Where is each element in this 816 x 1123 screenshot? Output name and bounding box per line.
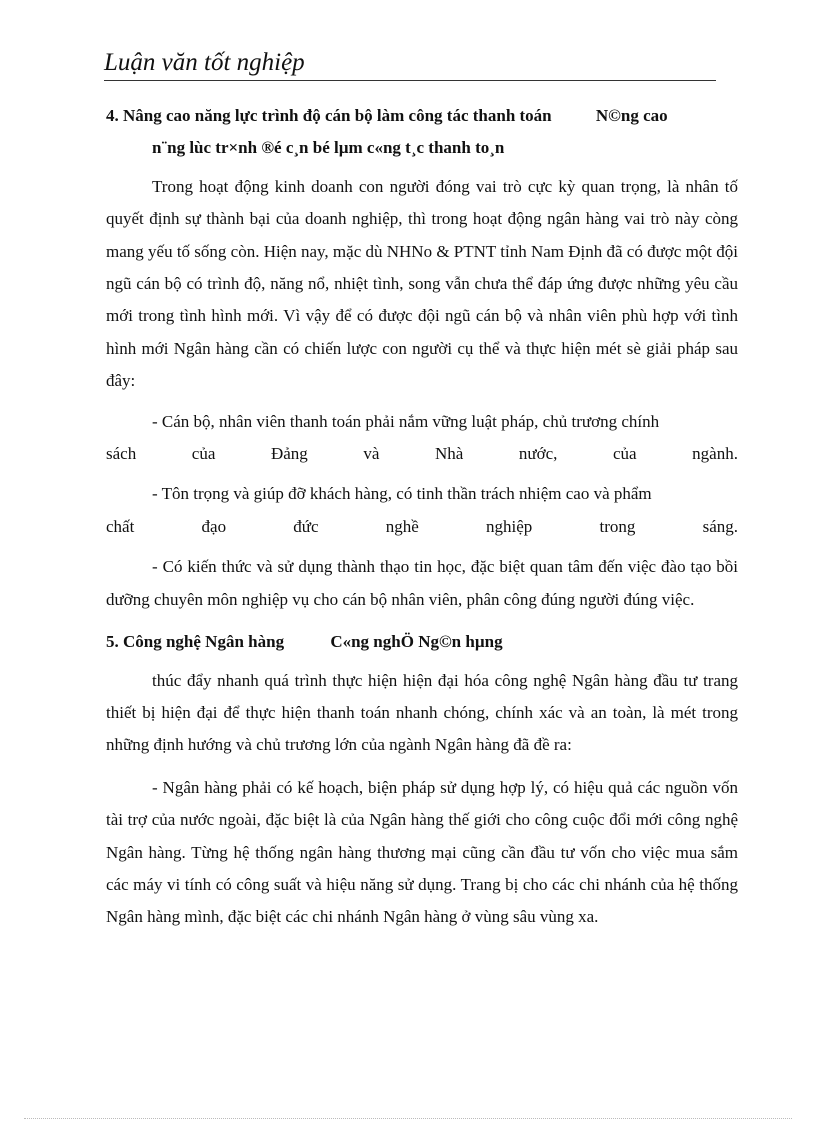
- word: đạo: [201, 516, 227, 536]
- word: Đảng: [270, 444, 308, 464]
- document-body: [106, 100, 738, 934]
- word: trong: [599, 516, 636, 536]
- word: của: [191, 444, 216, 464]
- section-4-heading: [106, 100, 738, 132]
- word: sách: [106, 444, 137, 464]
- section-4-heading-text: 4. Nâng cao năng lực trình độ cán bộ làm công tác thanh toán: [106, 106, 552, 125]
- section-5-bullet-1: - Ngân hàng phải có kế hoạch, biện pháp sử dụng hợp lý, có hiệu quả các nguồn vốn tài trợ của nước ngoài, đặc biệt là của Ngân hàng thế giới cho công cuộc đổi mới công nghệ Ngân hàng. Từng hệ thống ngân hàng thương mại cũng cần đầu tư vốn cho việc mua sắm các máy vi tính có công suất và hiệu năng sử dụng. Trang bị cho các chi nhánh của hệ thống Ngân hàng mình, đặc biệt các chi nhánh Ngân hàng ở vùng sâu vùng xa.: [106, 777, 738, 927]
- section-5-heading-text: 5. Công nghệ Ngân hàng: [106, 632, 285, 652]
- section-5-paragraph: thúc đẩy nhanh quá trình thực hiện hiện đại hóa công nghệ Ngân hàng đầu tư trang thiết bị hiện đại để thực hiện thanh toán nhanh chóng, chính xác và an toàn, là mét trong những định hướng và chủ trương lớn của ngành Ngân hàng đã đề ra:: [106, 670, 738, 755]
- word: ngành.: [692, 444, 738, 464]
- word: nghiệp: [486, 516, 533, 536]
- section-4-bullet-2-line-1: - Tôn trọng và giúp đỡ khách hàng, có tinh thần trách nhiệm cao và phẩm: [152, 484, 652, 504]
- word: nghề: [385, 516, 419, 536]
- word: nước,: [518, 444, 558, 464]
- page-header-title: Luận văn tốt nghiệp: [104, 48, 716, 81]
- word: chất: [106, 516, 135, 536]
- section-4-bullet-2-line-2: [106, 511, 738, 543]
- section-4-paragraph: Trong hoạt động kinh doanh con người đóng vai trò cực kỳ quan trọng, là nhân tố quyết định sự thành bại của doanh nghiệp, thì trong hoạt động ngân hàng vai trò này còng mang yếu tố sống còn. Hiện nay, mặc dù NHNo & PTNT tỉnh Nam Định đã có được một đội ngũ cán bộ có trình độ, năng nổ, nhiệt tình, song vẫn chưa thể đáp ứng được những yêu cầu mới trong tình hình mới. Vì vậy để có được đội ngũ cán bộ và nhân viên phù hợp với tình hình mới Ngân hàng cần có chiến lược con người cụ thể và thực hiện mét sè giải pháp sau đây:: [106, 176, 738, 391]
- section-4-bullet-1-line-2: [106, 438, 738, 470]
- section-5-heading: [106, 626, 738, 658]
- word: đức: [293, 516, 319, 536]
- section-4-bullet-3: - Có kiến thức và sử dụng thành thạo tin học, đặc biệt quan tâm đến việc đào tạo bồi dưỡng chuyên môn nghiệp vụ cho cán bộ nhân viên, phân công đúng người đúng việc.: [106, 557, 738, 609]
- word: và: [363, 444, 380, 464]
- word: sáng.: [702, 516, 738, 536]
- section-5-heading-garbled: C«ng nghÖ Ng©n hµng: [330, 632, 503, 652]
- page-bottom-divider: [24, 1118, 792, 1119]
- section-4-heading-garbled: N©ng cao: [595, 106, 668, 125]
- word: của: [612, 444, 637, 464]
- section-4-bullet-1-line-1: - Cán bộ, nhân viên thanh toán phải nắm vững luật pháp, chủ trương chính: [152, 411, 660, 431]
- word: Nhà: [435, 444, 464, 464]
- section-4-heading-garbled-line: n¨ng lùc tr×nh ®é c¸n bé lµm c«ng t¸c thanh to¸n: [152, 138, 505, 158]
